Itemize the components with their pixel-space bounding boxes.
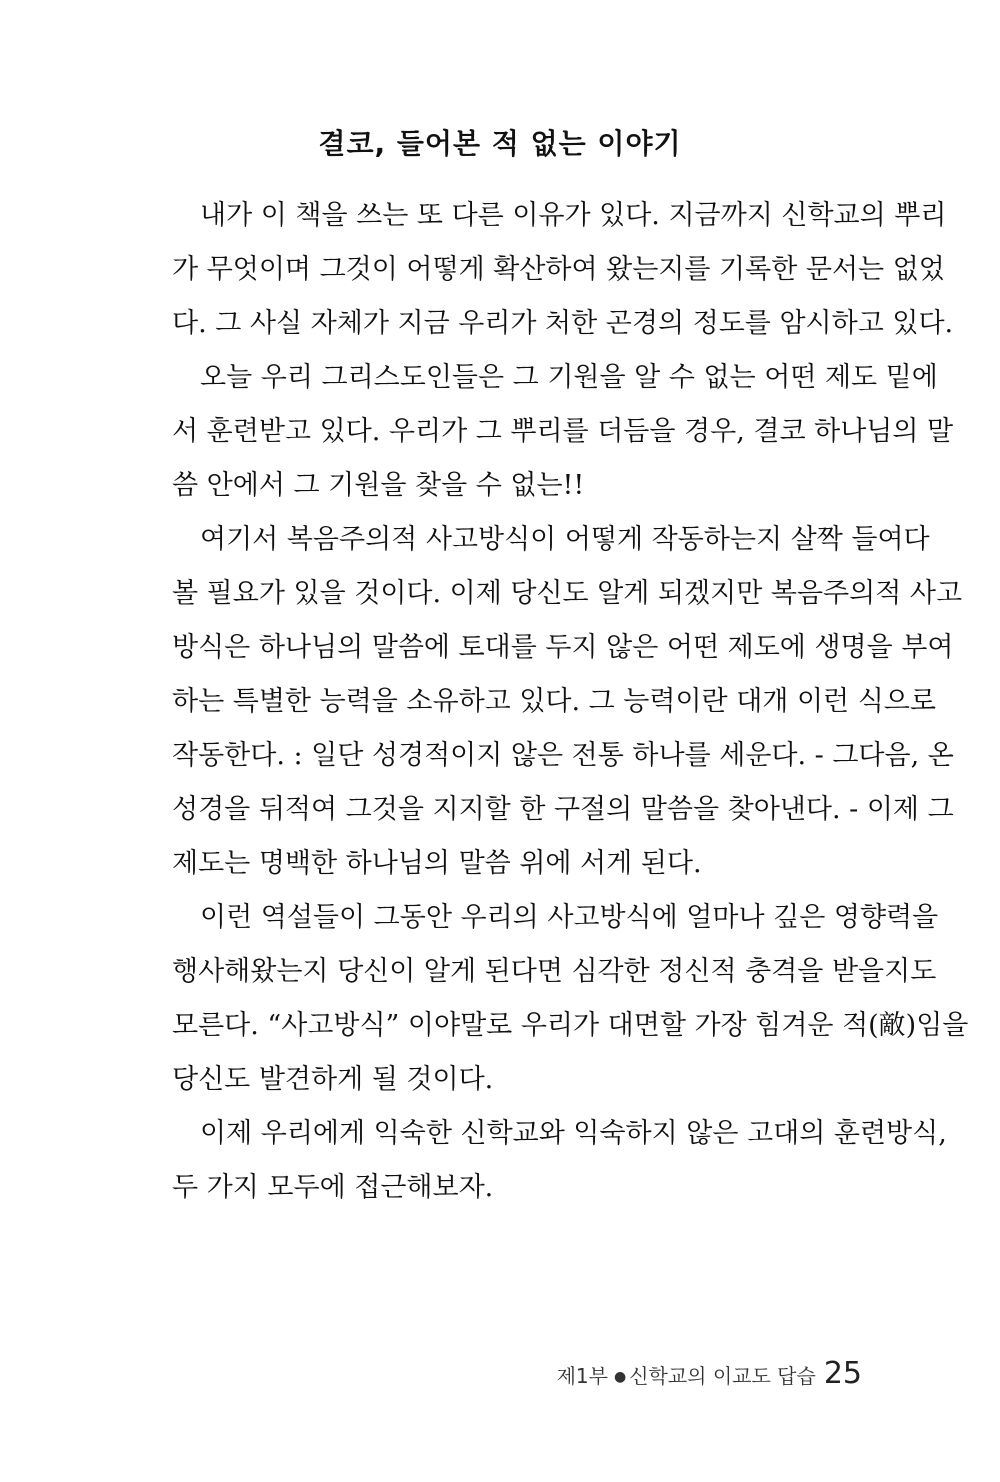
page-number: 25: [823, 1356, 862, 1391]
running-footer: [0, 1358, 862, 1393]
paragraph-line: 내가 이 책을 쓰는 또 다른 이유가 있다. 지금까지 신학교의 뿌리: [200, 200, 947, 231]
paragraph-line: 방식은 하나님의 말씀에 토대를 두지 않은 어떤 제도에 생명을 부여: [172, 632, 954, 663]
footer-chapter-title: 신학교의 이교도 답습: [629, 1364, 816, 1388]
paragraph-line: 행사해왔는지 당신이 알게 된다면 심각한 정신적 충격을 받을지도: [172, 956, 937, 987]
paragraph-line: 다. 그 사실 자체가 지금 우리가 처한 곤경의 정도를 암시하고 있다.: [172, 308, 954, 339]
footer-part-label: 제1부: [556, 1364, 608, 1388]
paragraph-line: 이런 역설들이 그동안 우리의 사고방식에 얼마나 깊은 영향력을: [200, 902, 939, 933]
paragraph-line: 이제 우리에게 익숙한 신학교와 익숙하지 않은 고대의 훈련방식,: [200, 1118, 947, 1149]
paragraph-line: 여기서 복음주의적 사고방식이 어떻게 작동하는지 살짝 들여다: [200, 524, 930, 555]
paragraph-line: 모른다. “사고방식” 이야말로 우리가 대면할 가장 힘겨운 적(敵)임을: [172, 1010, 969, 1041]
paragraph-line: 작동한다. : 일단 성경적이지 않은 전통 하나를 세운다. - 그다음, 온: [172, 740, 954, 771]
paragraph-line: 하는 특별한 능력을 소유하고 있다. 그 능력이란 대개 이런 식으로: [172, 686, 936, 717]
paragraph-line: 서 훈련받고 있다. 우리가 그 뿌리를 더듬을 경우, 결코 하나님의 말: [172, 416, 954, 447]
bullet-icon: ●: [613, 1369, 627, 1385]
paragraph-line: 볼 필요가 있을 것이다. 이제 당신도 알게 되겠지만 복음주의적 사고: [172, 578, 963, 609]
paragraph-line: 가 무엇이며 그것이 어떻게 확산하여 왔는지를 기록한 문서는 없었: [172, 254, 945, 285]
paragraph-line: 당신도 발견하게 될 것이다.: [172, 1064, 494, 1095]
section-heading: 결코, 들어본 적 없는 이야기: [318, 127, 682, 160]
paragraph-line: 오늘 우리 그리스도인들은 그 기원을 알 수 없는 어떤 제도 밑에: [200, 362, 938, 393]
paragraph-line: 두 가지 모두에 접근해보자.: [172, 1172, 494, 1203]
paragraph-line: 제도는 명백한 하나님의 말씀 위에 서게 된다.: [172, 848, 702, 879]
paragraph-line: 씀 안에서 그 기원을 찾을 수 없는!!: [172, 470, 585, 501]
paragraph-line: 성경을 뒤적여 그것을 지지할 한 구절의 말씀을 찾아낸다. - 이제 그: [172, 794, 954, 825]
